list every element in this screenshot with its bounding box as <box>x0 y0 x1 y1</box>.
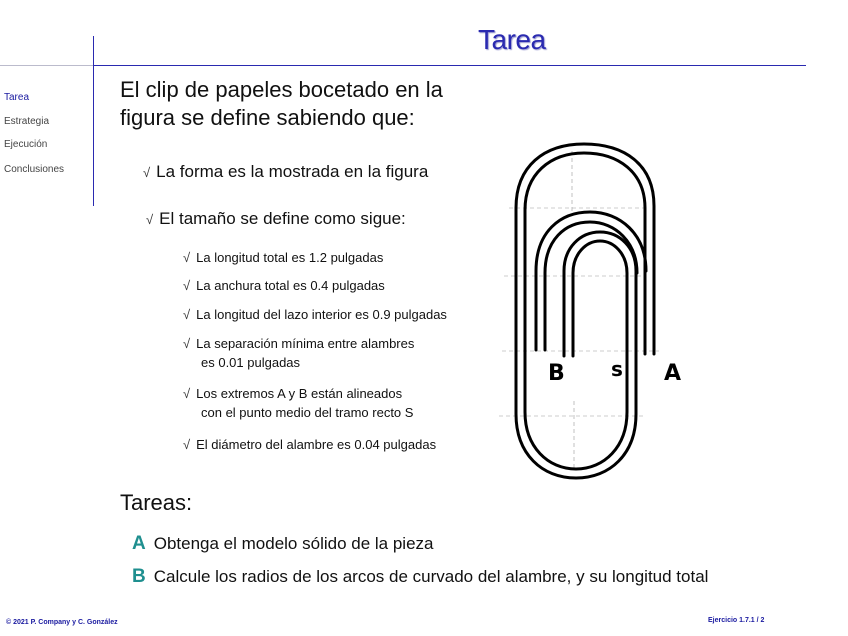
task-b: B Calcule los radios de los arcos de curvado del alambre, y su longitud total <box>132 566 709 587</box>
task-letter-a: A <box>132 533 146 554</box>
sidebar-divider <box>93 36 94 206</box>
check-icon: √ <box>183 386 191 401</box>
sub-bullet: √ Los extremos A y B están alineados con el punto medio del tramo recto S <box>183 386 414 420</box>
footer-page-number: Ejercicio 1.7.1 / 2 <box>708 617 765 624</box>
intro-text <box>120 76 500 132</box>
sub-bullet: √ La separación mínima entre alambres es 0.01 pulgadas <box>183 336 415 370</box>
check-icon: √ <box>143 165 151 180</box>
nav-item-tarea[interactable]: Tarea <box>4 92 30 103</box>
label-s: s <box>611 357 623 381</box>
header-divider <box>94 65 806 66</box>
label-a: A <box>664 361 682 386</box>
page-title: Tarea <box>478 24 546 55</box>
sub-bullet: √ La longitud total es 1.2 pulgadas <box>183 250 384 265</box>
tareas-heading: Tareas: <box>120 490 193 515</box>
check-icon: √ <box>146 212 154 227</box>
bullet-shape: √ La forma es la mostrada en la figura <box>143 162 429 181</box>
intro-line-2: figura se define sabiendo que: <box>120 105 415 130</box>
check-icon: √ <box>183 250 191 265</box>
nav-item-ejecucion[interactable]: Ejecución <box>4 139 48 150</box>
footer-copyright: © 2021 P. Company y C. González <box>6 619 118 626</box>
sub-bullet: √ El diámetro del alambre es 0.04 pulgadas <box>183 437 437 452</box>
paper-clip-figure <box>494 136 704 486</box>
task-letter-b: B <box>132 566 146 587</box>
nav-item-estrategia[interactable]: Estrategia <box>4 116 50 127</box>
check-icon: √ <box>183 336 191 351</box>
intro-line-1: El clip de papeles bocetado en la <box>120 77 443 102</box>
check-icon: √ <box>183 437 191 452</box>
sub-bullet: √ La longitud del lazo interior es 0.9 pulgadas <box>183 307 447 322</box>
bullet-size: √ El tamaño se define como sigue: <box>146 209 406 228</box>
task-a: A Obtenga el modelo sólido de la pieza <box>132 533 434 554</box>
check-icon: √ <box>183 278 191 293</box>
sub-bullet: √ La anchura total es 0.4 pulgadas <box>183 278 385 293</box>
nav-item-conclusiones[interactable]: Conclusiones <box>4 164 65 175</box>
check-icon: √ <box>183 307 191 322</box>
label-b: B <box>548 361 565 386</box>
header-divider-left <box>0 65 94 66</box>
